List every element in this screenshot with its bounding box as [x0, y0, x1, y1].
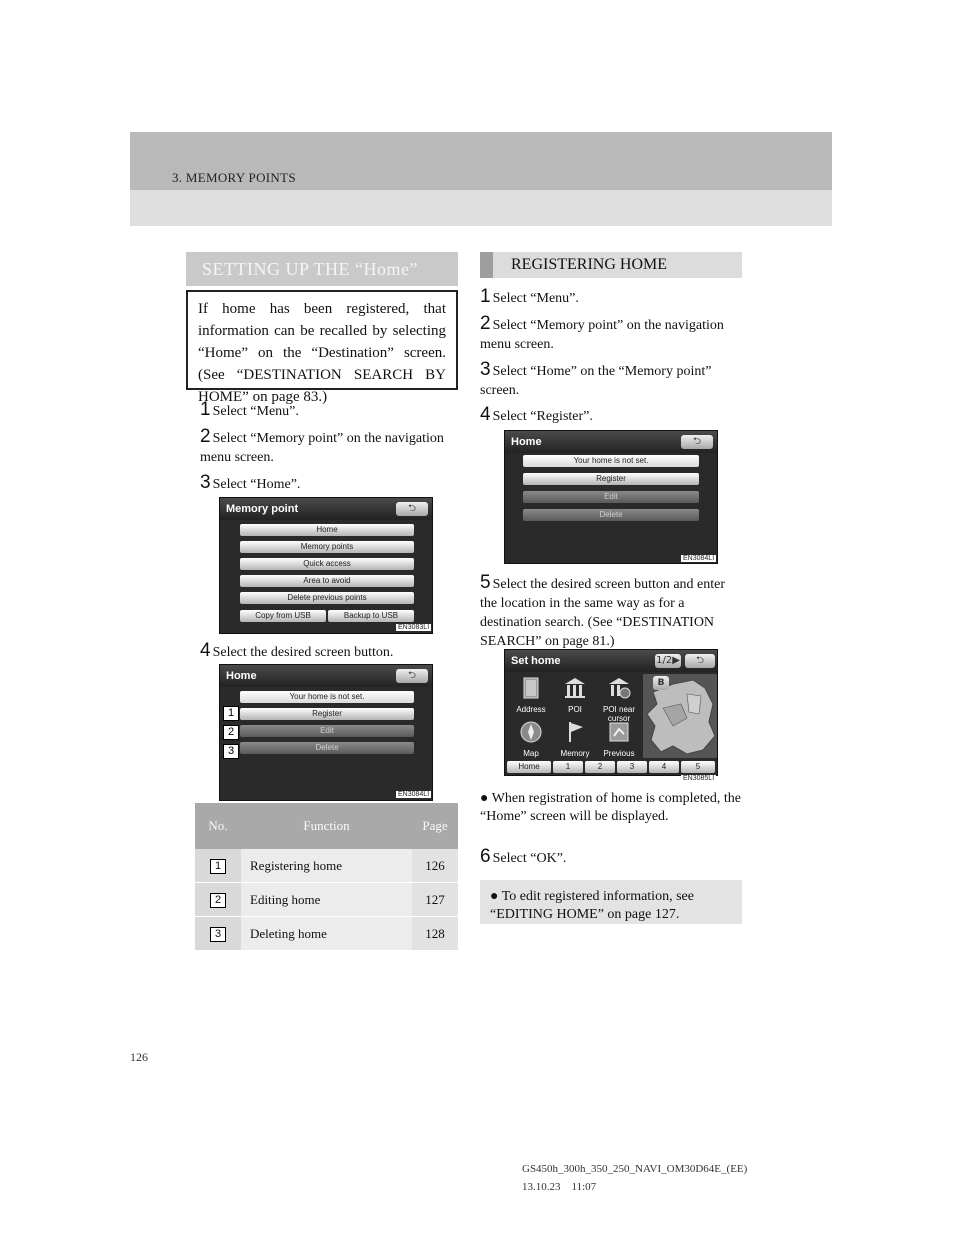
back-icon[interactable]: ⮌	[396, 669, 428, 683]
left-step-3	[200, 473, 460, 494]
left-section-title: SETTING UP THE “Home”	[186, 252, 458, 286]
step-text: Select “Memory point” on the navigation menu screen.	[200, 431, 444, 465]
preset-1-button[interactable]: 1	[553, 761, 583, 773]
memory-point-screenshot	[219, 497, 433, 634]
quick-access-button[interactable]: Quick access	[240, 558, 414, 570]
section-header: 3. MEMORY POINTS	[172, 170, 296, 185]
row-page: 128	[412, 917, 458, 951]
right-step-4	[480, 405, 744, 426]
step-number: 3	[480, 359, 491, 380]
building-cursor-icon	[607, 676, 631, 700]
title-lead-bar	[480, 252, 493, 278]
map-label: Map	[523, 749, 539, 758]
step-number: 4	[200, 640, 211, 661]
right-step-3	[480, 360, 744, 400]
row-function: Deleting home	[241, 917, 412, 951]
home-button[interactable]: Home	[240, 524, 414, 536]
edit-button[interactable]: Edit	[240, 725, 414, 737]
step-number: 2	[480, 313, 491, 334]
row-number: 3	[210, 927, 226, 942]
table-header-function: Function	[241, 803, 412, 849]
poi-near-cursor-label: POI near cursor	[602, 705, 635, 723]
step-text: Select “Menu”.	[492, 291, 579, 306]
compass-icon	[519, 720, 543, 744]
intro-box: If home has been registered, that information can be recalled by selecting “Home” on the “Destination” screen. (See “DESTINATION SEARCH BY HOME” on page 83.)	[186, 290, 458, 390]
page-indicator[interactable]: 1/2▶	[656, 655, 680, 666]
poi-label: POI	[568, 705, 582, 714]
building-icon	[563, 676, 587, 700]
home-status-text: Your home is not set.	[523, 455, 699, 467]
row-page: 126	[412, 849, 458, 883]
step-number: 1	[480, 286, 491, 307]
preset-5-button[interactable]: 5	[681, 761, 715, 773]
step-text: Select “Memory point” on the navigation menu screen.	[480, 318, 724, 352]
step-number: 3	[200, 472, 211, 493]
document-date: 13.10.23 11:07	[522, 1181, 597, 1193]
bullet-icon: ●	[490, 889, 499, 904]
left-step-1	[200, 400, 460, 421]
home-status-text: Your home is not set.	[240, 691, 414, 703]
delete-button[interactable]: Delete	[523, 509, 699, 521]
screen-title: Memory point	[220, 498, 432, 520]
screen-title: Set home	[505, 650, 717, 672]
home-screenshot-right	[504, 430, 718, 564]
address-label: Address	[516, 705, 546, 714]
table-header-page: Page	[412, 803, 458, 849]
delete-previous-points-button[interactable]: Delete previous points	[240, 592, 414, 604]
previous-points-icon	[607, 720, 631, 744]
previous-option[interactable]	[599, 720, 639, 758]
step-number: 1	[200, 399, 211, 420]
step-text: Select “Menu”.	[212, 404, 299, 419]
area-to-avoid-button[interactable]: Area to avoid	[240, 575, 414, 587]
right-section-title-text: REGISTERING HOME	[511, 256, 667, 273]
row-function: Registering home	[241, 849, 412, 883]
callout-marker-1: 1	[223, 706, 239, 721]
map-badge: B	[653, 676, 669, 690]
right-step-2	[480, 314, 744, 354]
right-step-6	[480, 847, 744, 868]
step-number: 4	[480, 404, 491, 425]
memory-option[interactable]	[555, 720, 595, 758]
table-row	[195, 849, 458, 883]
step-text: Select the desired screen button.	[212, 645, 394, 660]
table-row	[195, 917, 458, 951]
register-button[interactable]: Register	[523, 473, 699, 485]
back-icon[interactable]: ⮌	[681, 435, 713, 449]
backup-to-usb-button[interactable]: Backup to USB	[328, 610, 414, 622]
screen-title: Home	[505, 431, 717, 453]
completion-bullet	[480, 790, 744, 826]
memory-label: Memory	[560, 749, 590, 758]
book-icon	[519, 676, 543, 700]
page-number: 126	[130, 1050, 148, 1064]
step-number: 2	[200, 426, 211, 447]
right-section-title	[480, 252, 742, 278]
screen-title: Home	[220, 665, 432, 687]
right-step-1	[480, 287, 744, 308]
poi-option[interactable]	[555, 676, 595, 714]
step-text: Select “OK”.	[492, 851, 567, 866]
edit-button[interactable]: Edit	[523, 491, 699, 503]
register-button[interactable]: Register	[240, 708, 414, 720]
home-screenshot-left	[219, 664, 433, 801]
callout-marker-2: 2	[223, 725, 239, 740]
map-option[interactable]	[511, 720, 551, 758]
bullet-text: When registration of home is completed, the “Home” screen will be displayed.	[480, 791, 741, 824]
note-box	[480, 880, 742, 924]
bullet-icon: ●	[480, 791, 489, 806]
row-number: 2	[210, 893, 226, 908]
document-id: GS450h_300h_350_250_NAVI_OM30D64E_(EE)	[522, 1163, 748, 1175]
image-code: EN3085LI	[683, 775, 715, 782]
table-row	[195, 883, 458, 917]
step-text: Select “Register”.	[492, 409, 593, 424]
header-subband	[130, 190, 832, 226]
image-code: EN3084LI	[398, 791, 430, 798]
delete-button[interactable]: Delete	[240, 742, 414, 754]
step-number: 6	[480, 846, 491, 867]
address-option[interactable]	[511, 676, 551, 714]
left-step-4	[200, 641, 462, 662]
preset-4-button[interactable]: 4	[649, 761, 679, 773]
row-function: Editing home	[241, 883, 412, 917]
poi-near-cursor-option[interactable]	[595, 676, 643, 723]
right-step-5	[480, 573, 744, 651]
image-code: EN3084LI	[683, 555, 715, 562]
table-header-no: No.	[195, 803, 241, 849]
step-text: Select “Home” on the “Memory point” screen.	[480, 364, 712, 398]
back-icon[interactable]: ⮌	[396, 502, 428, 516]
note-text: To edit registered information, see “EDITING HOME” on page 127.	[490, 889, 694, 922]
row-page: 127	[412, 883, 458, 917]
home-tab-button[interactable]: Home	[507, 761, 551, 773]
step-text: Select the desired screen button and enter the location in the same way as for a destination search. (See “DESTINATION SEARCH” on page 81.)	[480, 577, 726, 649]
memory-points-button[interactable]: Memory points	[240, 541, 414, 553]
row-number: 1	[210, 859, 226, 874]
callout-marker-3: 3	[223, 744, 239, 759]
preset-2-button[interactable]: 2	[585, 761, 615, 773]
copy-from-usb-button[interactable]: Copy from USB	[240, 610, 326, 622]
set-home-screenshot	[504, 649, 718, 776]
image-code: EN3083LI	[398, 624, 430, 631]
step-text: Select “Home”.	[212, 477, 301, 492]
flag-icon	[563, 720, 587, 744]
left-step-2	[200, 427, 462, 467]
preset-3-button[interactable]: 3	[617, 761, 647, 773]
function-table	[195, 803, 458, 951]
back-icon[interactable]: ⮌	[685, 654, 715, 668]
step-number: 5	[480, 572, 491, 593]
previous-label: Previous	[603, 749, 635, 758]
